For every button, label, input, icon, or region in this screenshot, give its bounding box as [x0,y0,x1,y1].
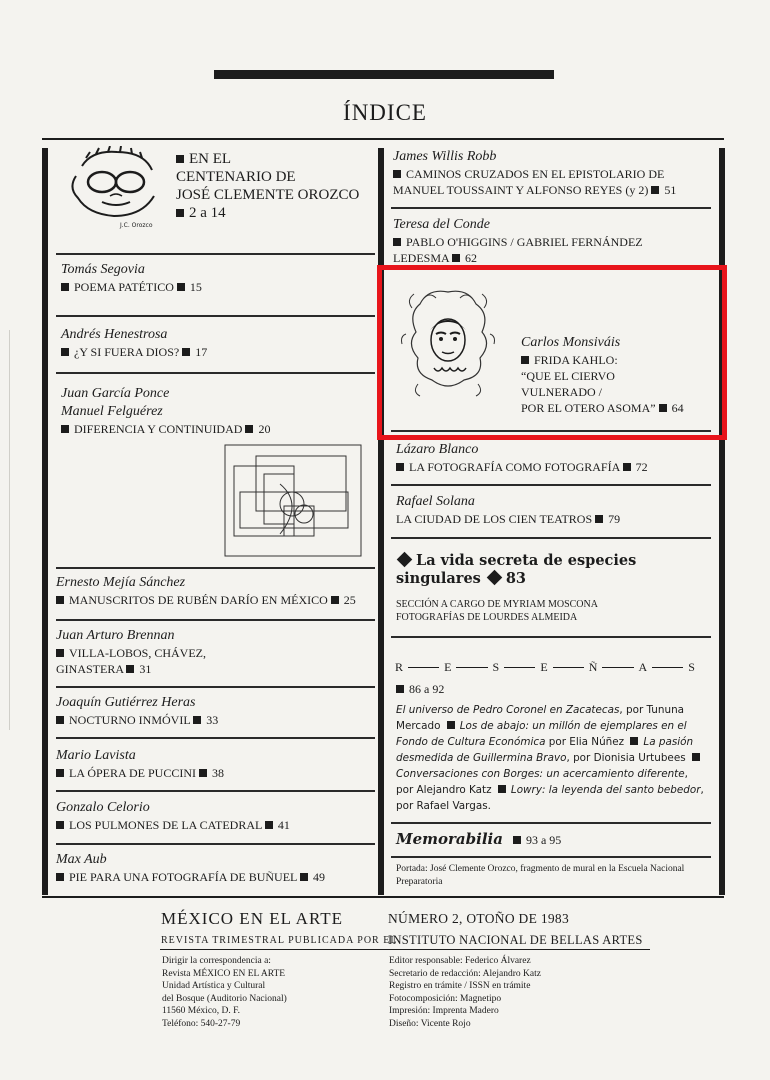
separator [391,822,711,824]
dash [408,667,439,668]
bullet-square-icon [177,283,185,291]
entry-conde: Teresa del Conde PABLO O'HIGGINS / GABRIEL FERNÁNDEZ LEDESMA 62 [393,217,643,265]
top-bar [214,70,554,79]
dash [652,667,683,668]
entry-celorio: Gonzalo Celorio LOS PULMONES DE LA CATEDRAL 41 [56,800,290,832]
bullet-square-icon [56,769,64,777]
resenas-pages: 86 a 92 [396,681,444,697]
separator [56,686,375,688]
bullet-square-icon [396,463,404,471]
staff-block: Editor responsable: Federico Álvarez Secretario de redacción: Alejandro Katz Registro en trámite / ISSN en trámite Fotocomposición: Magnetipo Impresión: Imprenta Madero Diseño: Vicente Rojo [389,956,541,1029]
bullet-square-icon [199,769,207,777]
bullet-square-icon [452,254,460,262]
bullet-square-icon [56,873,64,881]
separator [56,372,375,374]
dash [504,667,535,668]
bullet-square-icon [56,649,64,657]
entry-memorabilia: Memorabilia 93 a 95 [396,830,562,848]
right-rule [719,148,725,895]
issue-number: NÚMERO 2, OTOÑO DE 1983 [388,911,570,926]
bullet-square-icon [623,463,631,471]
bullet-square-icon [331,596,339,604]
entry-segovia: Tomás Segovia POEMA PATÉTICO 15 [61,262,202,294]
bullet-square-icon [513,836,521,844]
bullet-square-icon [651,186,659,194]
entry-lavista: Mario Lavista LA ÓPERA DE PUCCINI 38 [56,748,225,780]
highlight-box [377,265,727,440]
separator [391,484,711,486]
separator [56,315,375,317]
page-title: ÍNDICE [343,100,427,125]
bullet-square-icon [182,348,190,356]
institute-name: INSTITUTO NACIONAL DE BELLAS ARTES [388,933,643,947]
entry-gutierrez: Joaquín Gutiérrez Heras NOCTURNO INMÓVIL 33 [56,695,219,727]
bullet-square-icon [393,238,401,246]
bullet-square-icon [126,665,134,673]
center-rule [378,148,384,895]
separator [56,790,375,792]
page-edge [0,330,10,730]
separator [391,537,711,539]
entry-solana: Rafael Solana LA CIUDAD DE LOS CIEN TEATROS 79 [396,494,621,526]
bottom-rule [42,896,724,898]
bullet-square-icon [630,737,638,745]
dash [553,667,584,668]
entry-brennan: Juan Arturo Brennan VILLA-LOBOS, CHÁVEZ, GINASTERA 31 [56,628,206,676]
entry-garcia-ponce: Juan García Ponce Manuel Felguérez DIFERENCIA Y CONTINUIDAD 20 [61,386,271,436]
dash [456,667,487,668]
entry-mejia: Ernesto Mejía Sánchez MANUSCRITOS DE RUBÉN DARÍO EN MÉXICO 25 [56,575,356,607]
bullet-square-icon [265,821,273,829]
magazine-title: MÉXICO EN EL ARTE [161,909,344,928]
bullet-diamond-icon [487,570,503,586]
entry-monsivais: Carlos Monsiváis FRIDA KAHLO: “QUE EL CIERVO VULNERADO / POR EL OTERO ASOMA” 64 [521,335,684,415]
felguerez-drawing [224,444,362,557]
bullet-square-icon [193,716,201,724]
footer-rule [160,949,650,950]
bullet-square-icon [396,685,404,693]
resenas-heading: R E S E Ñ A S [395,660,695,674]
bullet-square-icon [692,753,700,761]
bullet-square-icon [393,170,401,178]
entry-orozco: EN EL CENTENARIO DE JOSÉ CLEMENTE OROZCO 2 a 14 [176,151,360,221]
separator [56,253,375,255]
bullet-square-icon [447,721,455,729]
bullet-square-icon [56,596,64,604]
publisher-line: REVISTA TRIMESTRAL PUBLICADA POR EL [161,935,398,946]
separator [391,207,711,209]
dash [602,667,633,668]
entry-blanco: Lázaro Blanco LA FOTOGRAFÍA COMO FOTOGRAFÍA 72 [396,442,648,474]
entry-aub: Max Aub PIE PARA UNA FOTOGRAFÍA DE BUÑUEL 49 [56,852,325,884]
top-rule [42,138,724,140]
bullet-square-icon [498,785,506,793]
left-rule [42,148,48,895]
separator [56,843,375,845]
separator [391,636,711,638]
portada-caption: Portada: José Clemente Orozco, fragmento de mural en la Escuela Nacional Preparatoria [396,864,685,887]
entry-robb: James Willis Robb CAMINOS CRUZADOS EN EL EPISTOLARIO DE MANUEL TOUSSAINT Y ALFONSO REYES (y 2) 51 [393,149,677,197]
bullet-square-icon [245,425,253,433]
bullet-square-icon [61,283,69,291]
address-block: Dirigir la correspondencia a: Revista MÉXICO EN EL ARTE Unidad Artística y Cultural del Bosque (Auditorio Nacional) 11560 México, D. F. Teléfono: 540-27-79 [162,956,287,1029]
entry-henestrosa: Andrés Henestrosa ¿Y SI FUERA DIOS? 17 [61,327,208,359]
bullet-square-icon [56,716,64,724]
bullet-square-icon [56,821,64,829]
caricature-signature: J.C. Orozco [120,222,153,229]
resenas-list: El universo de Pedro Coronel en Zacatecas, por Tununa Mercado Los de abajo: un millón de ejemplares en el Fondo de Cultura Económica por Elia Núñez La pasión desmedida de Guillermina Bravo, por Dionisia Urtubees Conversaciones con Borges: un acercamiento diferente, por Alejandro Katz Lowry: la leyenda del santo bebedor, por Rafael Vargas. [396,704,704,812]
separator [391,856,711,858]
bullet-square-icon [176,209,184,217]
bullet-square-icon [61,425,69,433]
separator [56,737,375,739]
bullet-square-icon [595,515,603,523]
entry-vida-secreta: La vida secreta de especies singulares 83 SECCIÓN A CARGO DE MYRIAM MOSCONA FOTOGRAFÍAS DE LOURDES ALMEIDA [396,552,637,623]
bullet-square-icon [300,873,308,881]
bullet-square-icon [176,155,184,163]
bullet-diamond-icon [397,552,413,568]
bullet-square-icon [61,348,69,356]
separator [56,567,375,569]
orozco-caricature [62,146,170,230]
separator [56,619,375,621]
